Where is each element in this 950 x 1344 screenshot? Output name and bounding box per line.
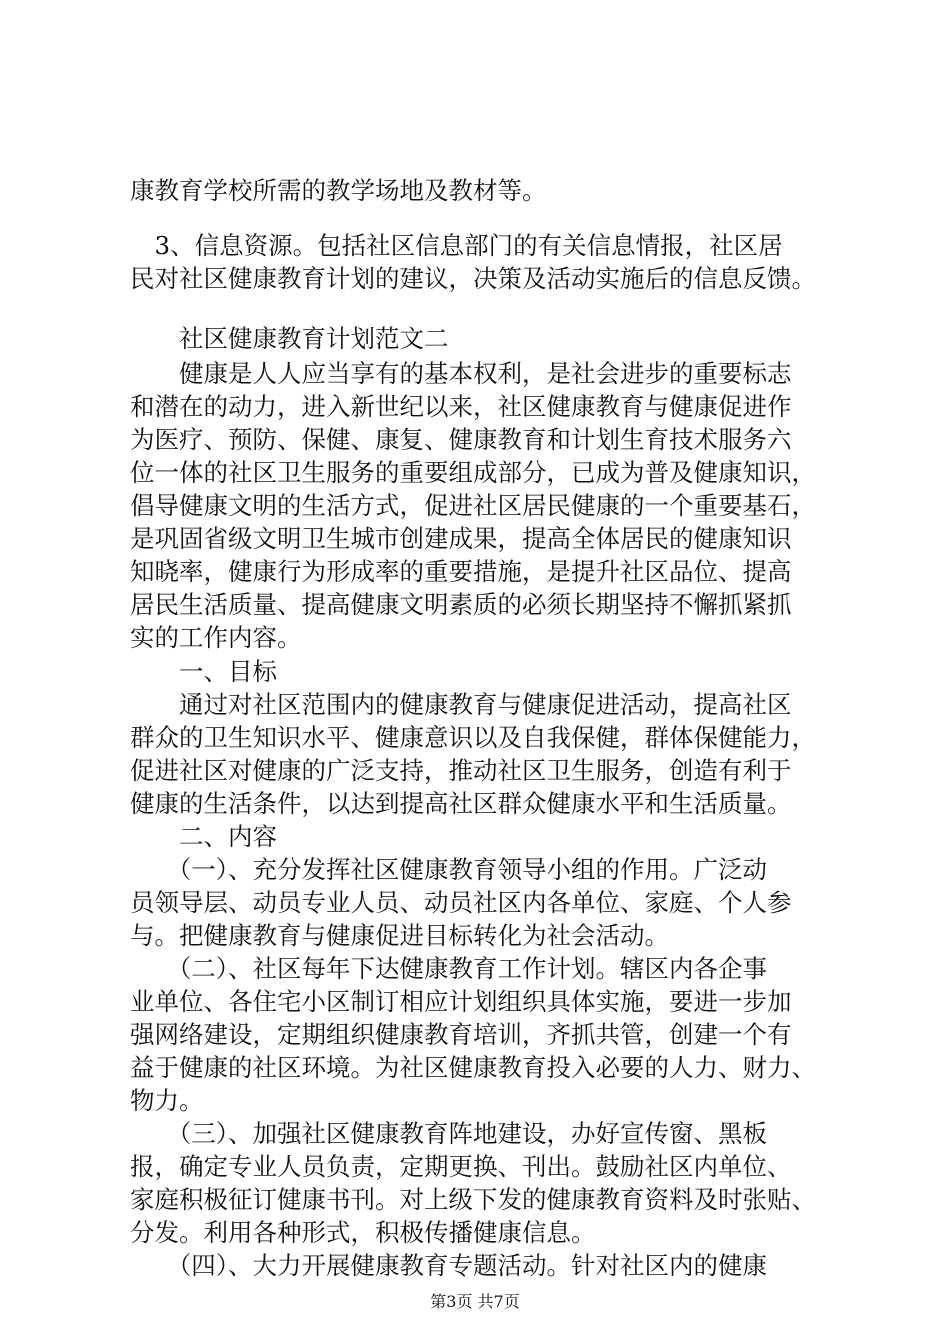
body-text-line: 业单位、各住宅小区制订相应计划组织具体实施，要进一步加 <box>130 987 792 1016</box>
body-text-line: 3、信息资源。包括社区信息部门的有关信息情报，社区居 <box>130 231 783 260</box>
body-text-line: （三）、加强社区健康教育阵地建设，办好宣传窗、黑板 <box>130 1119 767 1148</box>
body-text-line: 报，确定专业人员负责，定期更换、刊出。鼓励社区内单位、 <box>130 1152 792 1181</box>
body-text-line: 家庭积极征订健康书刊。对上级下发的健康教育资料及时张贴、 <box>130 1185 816 1214</box>
body-text-line: 健康的生活条件，以达到提高社区群众健康水平和生活质量。 <box>130 789 792 818</box>
body-text-line: 健康是人人应当享有的基本权利，是社会进步的重要标志 <box>130 359 792 388</box>
body-text-line: 位一体的社区卫生服务的重要组成部分，已成为普及健康知识， <box>130 458 816 487</box>
body-text-line: 和潜在的动力，进入新世纪以来，社区健康教育与健康促进作 <box>130 392 792 421</box>
body-text-line: 康教育学校所需的教学场地及教材等。 <box>130 176 547 205</box>
body-text-line: 通过对社区范围内的健康教育与健康促进活动，提高社区 <box>130 690 792 719</box>
body-text-line: 知晓率，健康行为形成率的重要措施，是提升社区品位、提高 <box>130 557 792 586</box>
body-text-line: 实的工作内容。 <box>130 623 302 652</box>
body-text-line: 民对社区健康教育计划的建议，决策及活动实施后的信息反馈。 <box>130 264 816 293</box>
section-heading: 一、目标 <box>130 657 277 686</box>
body-text-line: 是巩固省级文明卫生城市创建成果，提高全体居民的健康知识 <box>130 524 792 553</box>
body-text-line: 物力。 <box>130 1086 204 1115</box>
body-text-line: 员领导层、动员专业人员、动员社区内各单位、家庭、个人参 <box>130 888 792 917</box>
body-text-line: 群众的卫生知识水平、健康意识以及自我保健，群体保健能力， <box>130 723 816 752</box>
body-text-line: 分发。利用各种形式，积极传播健康信息。 <box>130 1218 596 1247</box>
page-number-footer: 第3页 共7页 <box>430 1292 520 1311</box>
body-text-line: 倡导健康文明的生活方式，促进社区居民健康的一个重要基石， <box>130 491 816 520</box>
body-text-line: 与。把健康教育与健康促进目标转化为社会活动。 <box>130 921 669 950</box>
body-text-line: （一）、充分发挥社区健康教育领导小组的作用。广泛动 <box>130 855 767 884</box>
body-text-line: （四）、大力开展健康教育专题活动。针对社区内的健康 <box>130 1251 767 1280</box>
body-text-line: 居民生活质量、提高健康文明素质的必须长期坚持不懈抓紧抓 <box>130 590 792 619</box>
body-text-line: 强网络建设，定期组织健康教育培训，齐抓共管，创建一个有 <box>130 1020 792 1049</box>
body-text-line: 为医疗、预防、保健、康复、健康教育和计划生育技术服务六 <box>130 425 792 454</box>
body-text-line: 益于健康的社区环境。为社区健康教育投入必要的人力、财力、 <box>130 1053 816 1082</box>
body-text-line: 促进社区对健康的广泛支持，推动社区卫生服务，创造有利于 <box>130 756 792 785</box>
section-heading: 社区健康教育计划范文二 <box>130 324 449 353</box>
body-text-line: （二）、社区每年下达健康教育工作计划。辖区内各企事 <box>130 954 767 983</box>
section-heading: 二、内容 <box>130 822 277 851</box>
